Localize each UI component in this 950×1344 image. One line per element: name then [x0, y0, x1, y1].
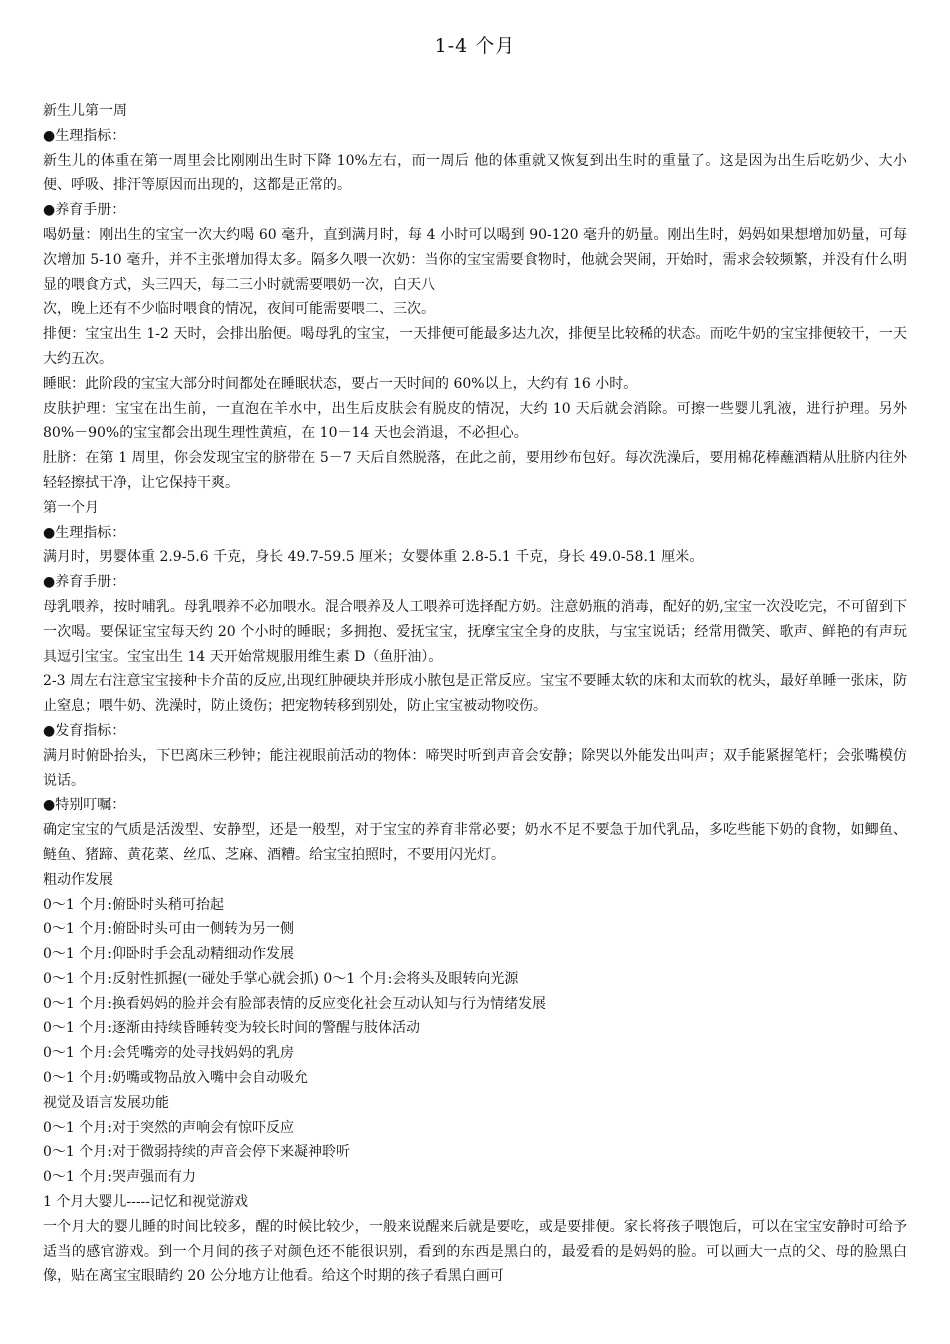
paragraph: 0～1 个月:逐渐由持续昏睡转变为较长时间的警醒与肢体活动 [43, 1020, 420, 1037]
paragraph: 第一个月 [43, 499, 99, 516]
paragraph: ●发育指标： [43, 722, 126, 739]
paragraph: 2-3 周左右注意宝宝接种卡介苗的反应,出现红肿硬块并形成小脓包是正常反应。宝宝不要睡太软的床和太而软的枕头，最好单睡一张床，防止窒息；喂牛奶、洗澡时，防止烫伤；把宠物转移到别处，防止宝宝被动物咬伤。 [43, 673, 907, 715]
paragraph: ●生理指标： [43, 524, 126, 541]
paragraph: 皮肤护理：宝宝在出生前，一直泡在羊水中，出生后皮肤会有脱皮的情况，大约 10 天后就会消除。可擦一些婴儿乳液，进行护理。另外 80%－90%的宝宝都会出现生理性黄疸，在 10－14 天也会消退，不必担心。 [43, 400, 907, 442]
paragraph: 新生儿的体重在第一周里会比刚刚出生时下降 10%左右，而一周后 他的体重就又恢复到出生时的重量了。这是因为出生后吃奶少、大小便、呼吸、排汗等原因而出现的，这都是正常的。 [43, 152, 907, 194]
paragraph: 母乳喂养，按时哺乳。母乳喂养不必加喂水。混合喂养及人工喂养可选择配方奶。注意奶瓶的消毒，配好的奶,宝宝一次没吃完，不可留到下一次喝。要保证宝宝每天约 20 个小时的睡眠；多拥抱、爱抚宝宝，抚摩宝宝全身的皮肤，与宝宝说话；经常用微笑、歌声、鲜艳的有声玩具逗引宝宝。宝宝出生 14 天开始常规服用维生素 D（鱼肝油）。 [43, 598, 907, 665]
paragraph: 0～1 个月:俯卧时头可由一侧转为另一侧 [43, 921, 294, 938]
paragraph: 排便：宝宝出生 1-2 天时，会排出胎便。喝母乳的宝宝，一天排便可能最多达九次，排便呈比较稀的状态。而吃牛奶的宝宝排便较干，一天大约五次。 [43, 326, 907, 367]
paragraph: 0～1 个月:俯卧时头稍可抬起 [43, 896, 224, 913]
paragraph: 满月时，男婴体重 2.9-5.6 千克，身长 49.7-59.5 厘米；女婴体重 2.8-5.1 千克，身长 49.0-58.1 厘米。 [43, 549, 704, 566]
paragraph: 一个月大的婴儿睡的时间比较多，醒的时候比较少，一般来说醒来后就是要吃，或是要排便。家长将孩子喂饱后，可以在宝宝安静时可给予适当的感官游戏。到一个月间的孩子对颜色还不能很识别，看到的东西是黑白的，最爱看的是妈妈的脸。可以画大一点的父、母的脸黑白像，贴在离宝宝眼睛约 20 公分地方让他看。给这个时期的孩子看黑白画可 [43, 1218, 907, 1285]
paragraph: 0～1 个月:换看妈妈的脸并会有脸部表情的反应变化社会互动认知与行为情绪发展 [43, 995, 546, 1012]
paragraph: 0～1 个月:对于微弱持续的声音会停下来凝神聆听 [43, 1144, 350, 1161]
paragraph: ●特别叮嘱： [43, 797, 126, 814]
paragraph: 0～1 个月:对于突然的声响会有惊吓反应 [43, 1119, 294, 1136]
document-body [43, 99, 907, 1289]
paragraph: 1 个月大婴儿-----记忆和视觉游戏 [43, 1194, 249, 1211]
paragraph: ●养育手册： [43, 202, 126, 219]
paragraph: ●生理指标： [43, 127, 126, 144]
paragraph: 0～1 个月:哭声强而有力 [43, 1169, 196, 1186]
paragraph: 满月时俯卧抬头，下巴离床三秒钟；能注视眼前活动的物体：啼哭时听到声音会安静；除哭以外能发出叫声；双手能紧握笔杆；会张嘴模仿说话。 [43, 747, 907, 789]
paragraph: ●养育手册： [43, 574, 126, 591]
paragraph: 确定宝宝的气质是活泼型、安静型，还是一般型，对于宝宝的养育非常必要；奶水不足不要急于加代乳品，多吃些能下奶的食物，如鲫鱼、鲢鱼、猪蹄、黄花菜、丝瓜、芝麻、酒糟。给宝宝拍照时，不要用闪光灯。 [43, 822, 907, 863]
paragraph: 睡眠：此阶段的宝宝大部分时间都处在睡眠状态，要占一天时间的 60%以上，大约有 16 小时。 [43, 375, 638, 392]
paragraph: 0～1 个月:仰卧时手会乱动精细动作发展 [43, 946, 294, 963]
paragraph: 0～1 个月:反射性抓握(一碰处手掌心就会抓) 0～1 个月:会将头及眼转向光源 [43, 970, 519, 987]
paragraph: 视觉及语言发展功能 [43, 1094, 169, 1111]
paragraph: 新生儿第一周 [43, 103, 127, 119]
paragraph: 肚脐：在第 1 周里，你会发现宝宝的脐带在 5－7 天后自然脱落，在此之前，要用纱布包好。每次洗澡后，要用棉花棒蘸酒精从肚脐内往外轻轻擦拭干净，让它保持干爽。 [43, 450, 907, 491]
paragraph: 0～1 个月:会凭嘴旁的处寻找妈妈的乳房 [43, 1045, 294, 1062]
paragraph: 粗动作发展 [43, 871, 113, 888]
paragraph: 次，晚上还有不少临时喂食的情况，夜间可能需要喂二、三次。 [43, 301, 435, 318]
paragraph: 0～1 个月:奶嘴或物品放入嘴中会自动吸允 [43, 1070, 308, 1087]
paragraph: 喝奶量：刚出生的宝宝一次大约喝 60 毫升，直到满月时，每 4 小时可以喝到 90-120 毫升的奶量。刚出生时，妈妈如果想增加奶量，可每次增加 5-10 毫升，并不主张增加得太多。隔多久喂一次奶：当你的宝宝需要食物时，他就会哭闹，开始时，需求会较频繁，并没有什么明显的喂食方式，头三四天，每二三小时就需要喂奶一次，白天八 [43, 226, 907, 293]
page-title: 1-4 个月 [434, 35, 516, 57]
